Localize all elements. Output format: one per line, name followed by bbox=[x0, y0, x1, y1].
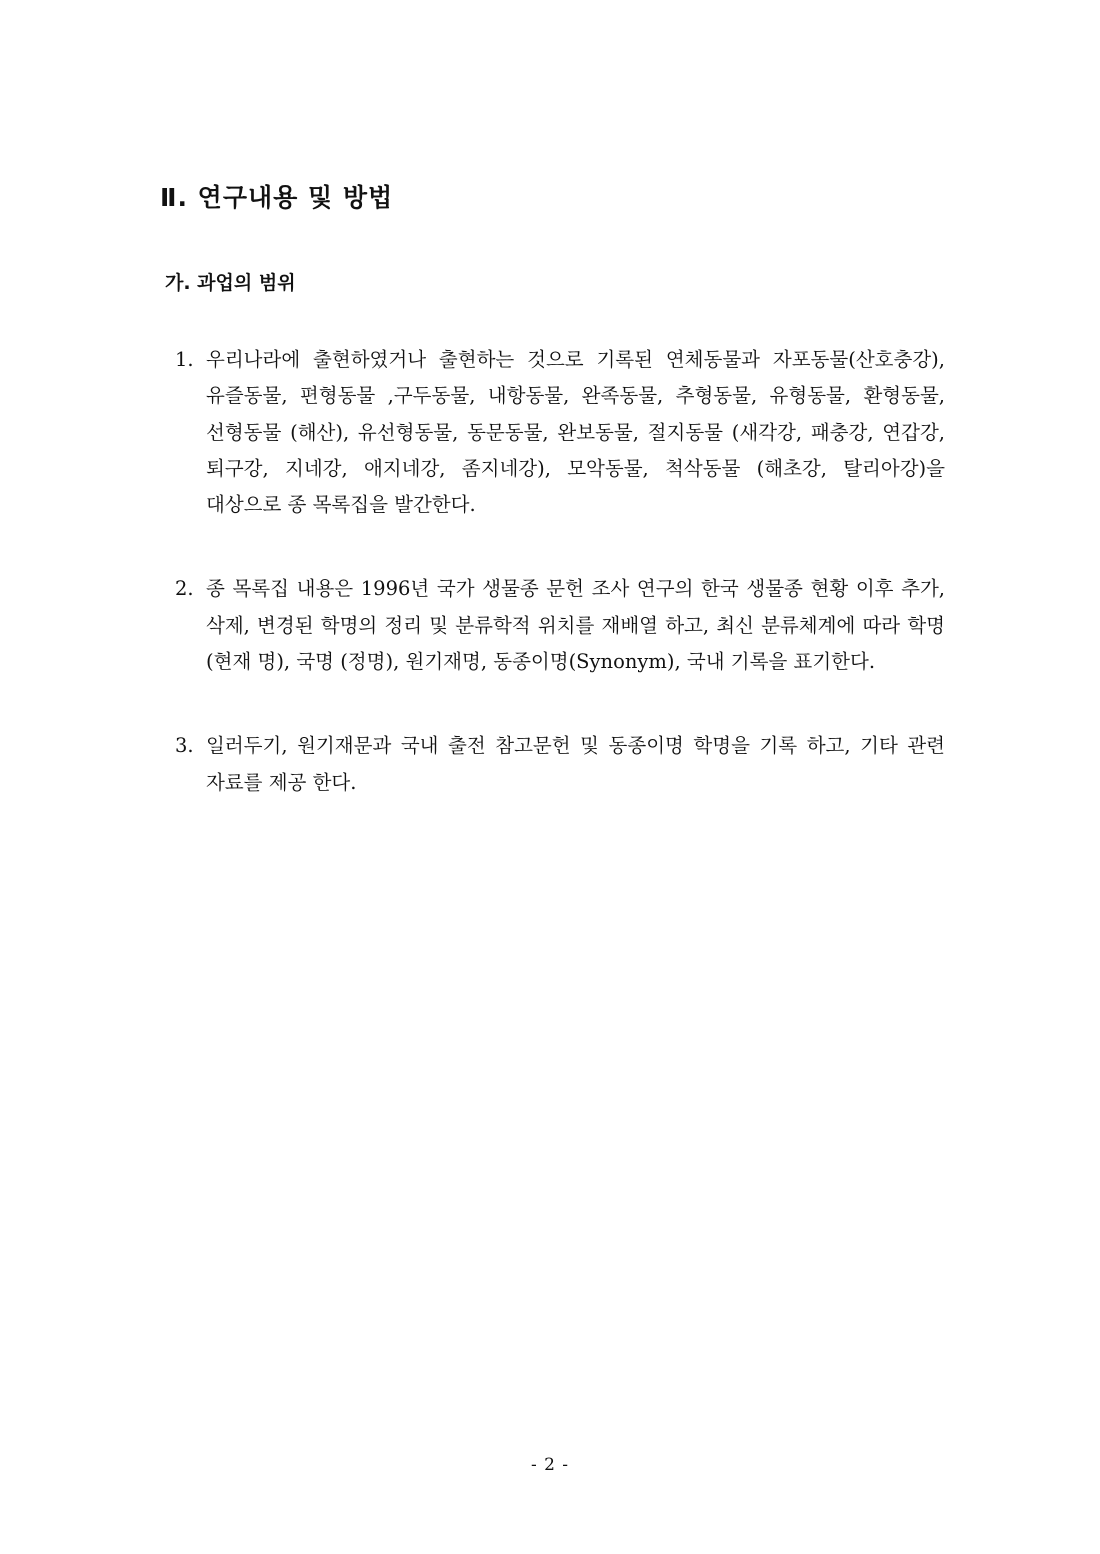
list-item-number: 3. bbox=[175, 734, 194, 758]
list-item-text: 우리나라에 출현하였거나 출현하는 것으로 기록된 연체동물과 자포동물(산호충강), 유즐동물, 편형동물 ,구두동물, 내항동물, 완족동물, 추형동물, 유형동물, 환형동물, 선형동물 (해산), 유선형동물, 동문동물, 완보동물, 절지동물 (새각강, 패충강, 연갑강, 퇴구강, 지네강, 애지네강, 좀지네강), 모악동물, 척삭동물 (해초강, 탈리아강)을 대상으로 종 목록집을 발간한다. bbox=[206, 348, 945, 517]
list-item bbox=[175, 342, 945, 523]
list-item-text: 일러두기, 원기재문과 국내 출전 참고문헌 및 동종이명 학명을 기록 하고, 기타 관련 자료를 제공 한다. bbox=[206, 734, 945, 794]
list-item-text: 종 목록집 내용은 1996년 국가 생물종 문헌 조사 연구의 한국 생물종 현황 이후 추가, 삭제, 변경된 학명의 정리 및 분류학적 위치를 재배열 하고, 최신 분류체계에 따라 학명 (현재 명), 국명 (정명), 원기재명, 동종이명(Synonym), 국내 기록을 표기한다. bbox=[206, 577, 945, 674]
chapter-title: Ⅱ. 연구내용 및 방법 bbox=[160, 183, 394, 212]
list-item-number: 2. bbox=[175, 577, 194, 601]
page-number: - 2 - bbox=[530, 1455, 570, 1475]
list-item bbox=[175, 571, 945, 680]
section-heading: 가. 과업의 범위 bbox=[165, 272, 296, 294]
scope-item-list bbox=[175, 342, 945, 849]
list-item-number: 1. bbox=[175, 348, 194, 371]
list-item bbox=[175, 728, 945, 801]
